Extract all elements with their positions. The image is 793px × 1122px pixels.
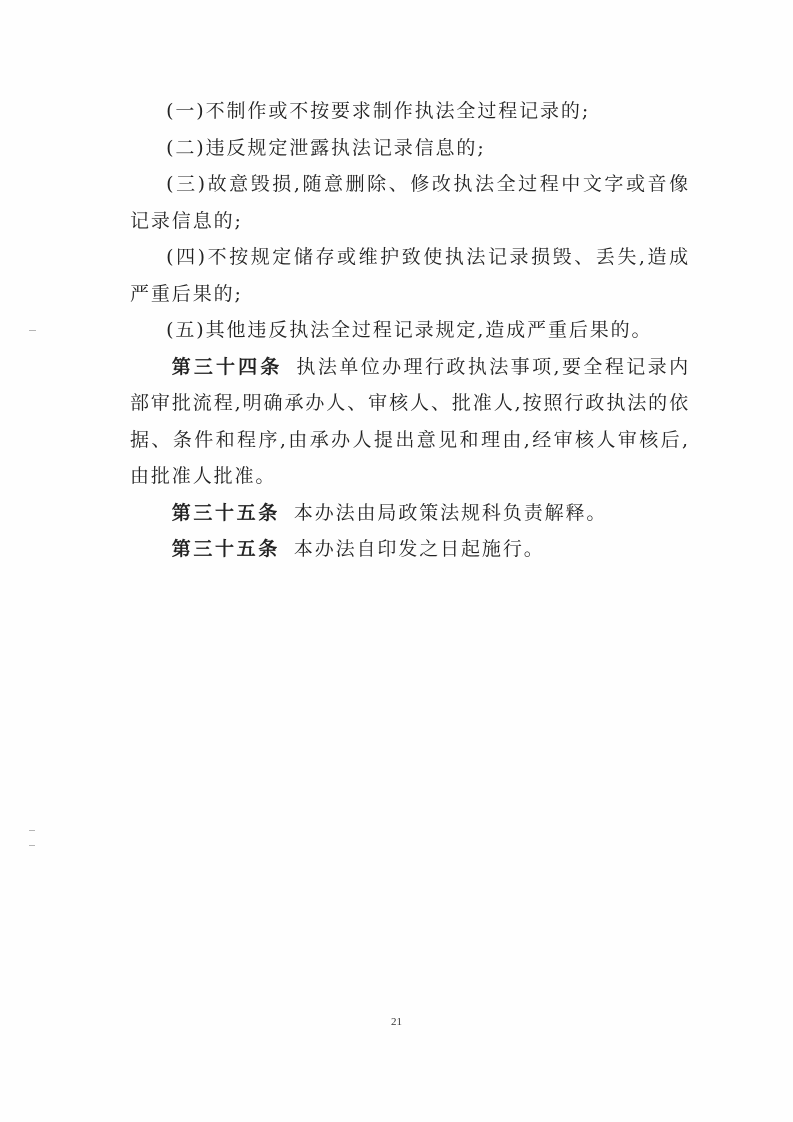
article-number: 第三十五条: [171, 501, 280, 524]
scan-artifact-mark: [29, 330, 36, 331]
scan-artifact-mark: [29, 845, 35, 846]
article-35-interpretation: [130, 495, 690, 532]
article-34: [130, 349, 690, 495]
article-text: 本办法自印发之日起施行。: [293, 538, 545, 560]
document-body: [130, 93, 690, 568]
article-text: 执法单位办理行政执法事项,要全程记录内部审批流程,明确承办人、审核人、批准人,按照行政执法的依据、条件和程序,由承办人提出意见和理由,经审核人审核后,由批准人批准。: [130, 355, 690, 487]
list-item-2: [130, 130, 690, 167]
list-item-1: [130, 93, 690, 130]
paragraph-text: (二)违反规定泄露执法记录信息的;: [166, 136, 486, 159]
paragraph-text: (三)故意毁损,随意删除、修改执法全过程中文字或音像记录信息的;: [130, 173, 690, 232]
article-number: 第三十四条: [171, 355, 283, 378]
article-35-effective-date: [130, 531, 690, 568]
page-number: 21: [391, 1016, 402, 1028]
list-item-5: [130, 312, 690, 349]
list-item-3: [130, 166, 690, 239]
scan-artifact-mark: [29, 830, 35, 831]
paragraph-text: (一)不制作或不按要求制作执法全过程记录的;: [166, 100, 591, 122]
paragraph-text: (四)不按规定储存或维护致使执法记录损毁、丢失,造成严重后果的;: [130, 246, 690, 305]
article-text: 本办法由局政策法规科负责解释。: [293, 501, 608, 524]
article-number: 第三十五条: [171, 538, 280, 560]
paragraph-text: (五)其他违反执法全过程记录规定,造成严重后果的。: [166, 319, 653, 341]
list-item-4: [130, 239, 690, 312]
